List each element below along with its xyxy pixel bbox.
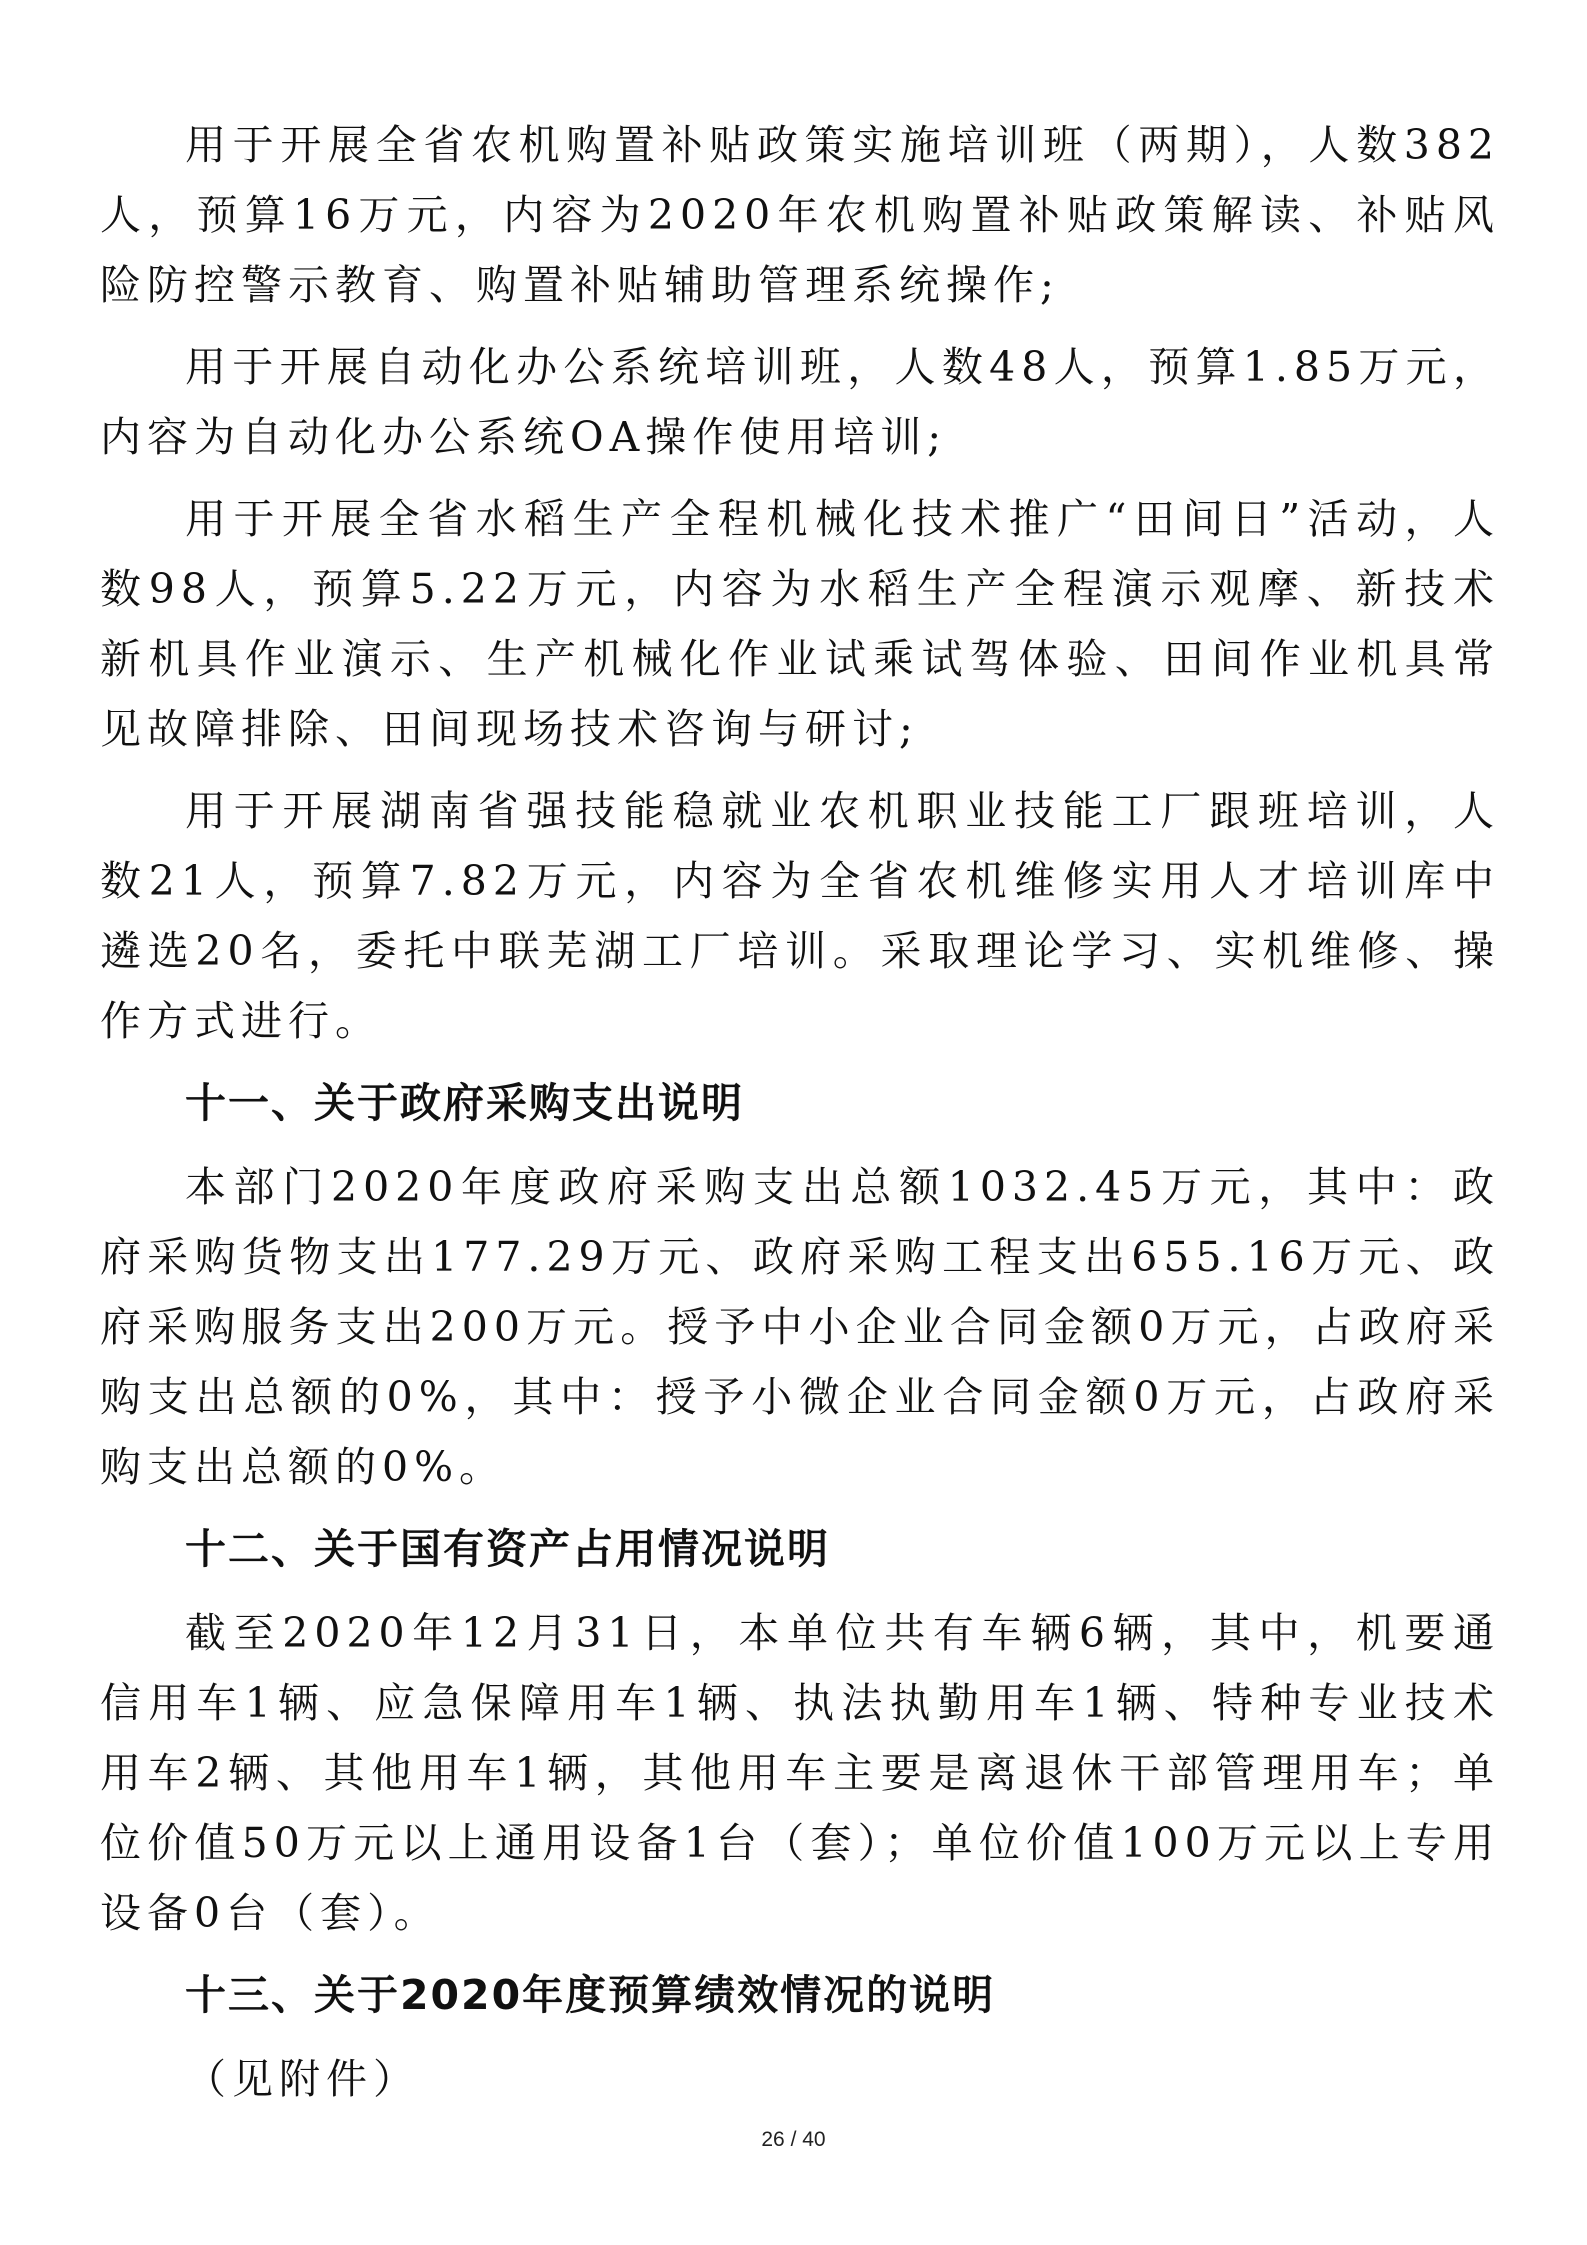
- paragraph-training-oa: 用于开展自动化办公系统培训班，人数48人，预算1.85万元，内容为自动化办公系统OA操作使用培训;: [100, 343, 1500, 461]
- paragraph-procurement: 本部门2020年度政府采购支出总额1032.45万元，其中：政府采购货物支出177.29万元、政府采购工程支出655.16万元、政府采购服务支出200万元。授予中小企业合同金额0万元，占政府采购支出总额的0%，其中：授予小微企业合同金额0万元，占政府采购支出总额的0%。: [100, 1163, 1500, 1491]
- section-heading-procurement: 十一、关于政府采购支出说明: [185, 1079, 744, 1127]
- section-heading-performance: 十三、关于2020年度预算绩效情况的说明: [185, 1971, 996, 2019]
- paragraph-state-assets: 截至2020年12月31日，本单位共有车辆6辆，其中，机要通信用车1辆、应急保障用车1辆、执法执勤用车1辆、特种专业技术用车2辆、其他用车1辆，其他用车主要是离退休干部管理用车；单位价值50万元以上通用设备1台（套）；单位价值100万元以上专用设备0台（套）。: [100, 1609, 1500, 1937]
- paragraph-training-subsidy: 用于开展全省农机购置补贴政策实施培训班（两期），人数382人，预算16万元，内容为2020年农机购置补贴政策解读、补贴风险防控警示教育、购置补贴辅助管理系统操作;: [100, 121, 1500, 309]
- paragraph-factory-training: 用于开展湖南省强技能稳就业农机职业技能工厂跟班培训，人数21人，预算7.82万元，内容为全省农机维修实用人才培训库中遴选20名，委托中联芜湖工厂培训。采取理论学习、实机维修、操作方式进行。: [100, 787, 1500, 1045]
- page-number: 26 / 40: [761, 2128, 826, 2151]
- attachment-note: （见附件）: [185, 2055, 420, 2103]
- section-heading-state-assets: 十二、关于国有资产占用情况说明: [185, 1525, 830, 1573]
- document-body: [100, 110, 1500, 2114]
- paragraph-field-day: 用于开展全省水稻生产全程机械化技术推广“田间日”活动，人数98人，预算5.22万元，内容为水稻生产全程演示观摩、新技术新机具作业演示、生产机械化作业试乘试驾体验、田间作业机具常见故障排除、田间现场技术咨询与研讨;: [100, 495, 1500, 753]
